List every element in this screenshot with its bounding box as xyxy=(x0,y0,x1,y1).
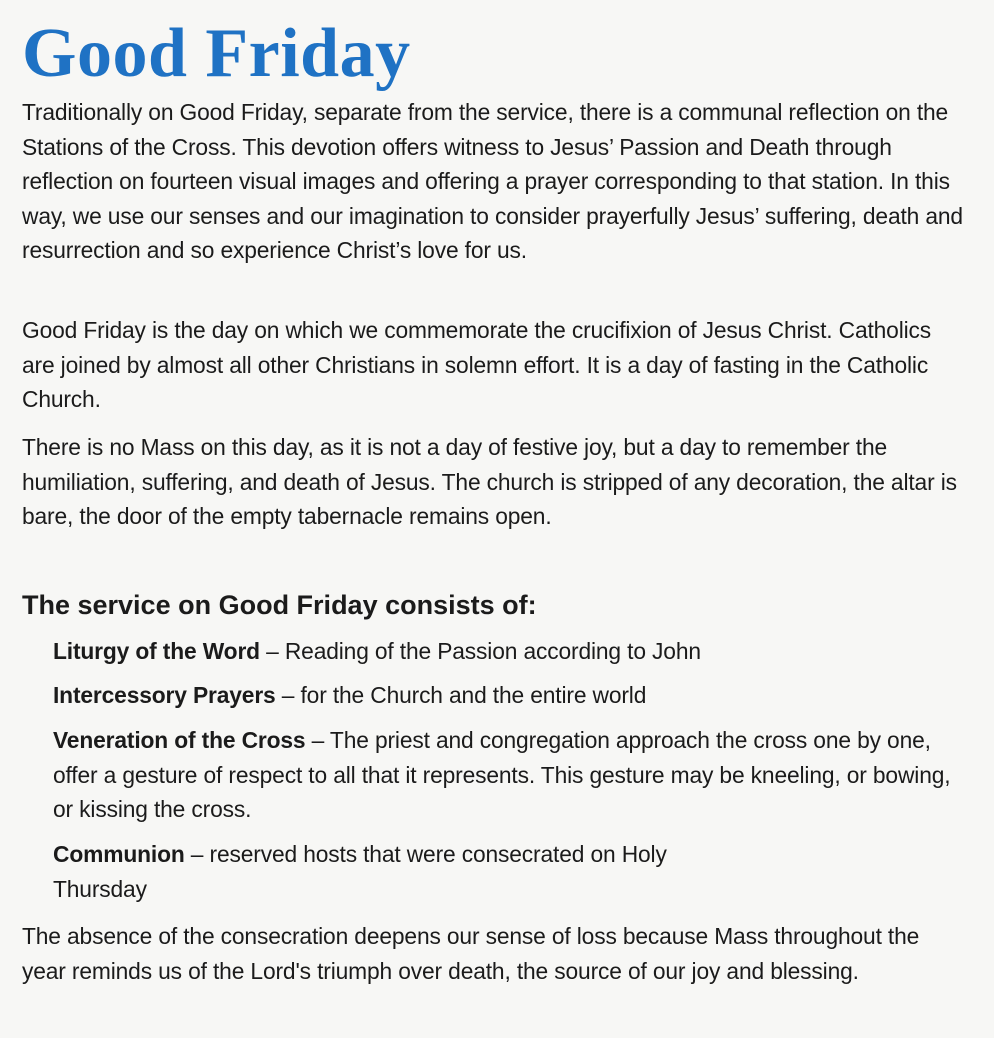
page-title: Good Friday xyxy=(22,15,411,92)
service-item-intercessory-prayers xyxy=(53,678,958,713)
service-item-text: – The priest and congregation approach the cross one by one, offer a gesture of respect to all that it represents. This gesture may be kneeling, or bowing, or kissing the cross. xyxy=(53,727,951,823)
service-heading: The service on Good Friday consists of: xyxy=(22,590,537,620)
paragraph-stations-of-the-cross: Traditionally on Good Friday, separate from the service, there is a communal reflection on the Stations of the Cross. This devotion offers witness to Jesus’ Passion and Death through reflection on fourteen visual images and offering a prayer corresponding to that station. In this way, we use our senses and our imagination to consider prayerfully Jesus’ suffering, death and resurrection and so experience Christ’s love for us. xyxy=(22,99,963,264)
service-item-text: – reserved hosts that were consecrated on Holy Thursday xyxy=(53,841,667,902)
service-item-term: Communion xyxy=(53,841,185,867)
service-item-veneration-of-the-cross xyxy=(53,723,958,827)
service-item-liturgy-of-the-word xyxy=(53,634,958,669)
paragraph-no-mass: There is no Mass on this day, as it is not a day of festive joy, but a day to remember the humiliation, suffering, and death of Jesus. The church is stripped of any decoration, the altar is bare, the door of the empty tabernacle remains open. xyxy=(22,434,957,530)
paragraph-commemoration: Good Friday is the day on which we commemorate the crucifixion of Jesus Christ. Catholics are joined by almost all other Christians in solemn effort. It is a day of fasting in the Catholic Church. xyxy=(22,317,932,413)
service-item-term: Veneration of the Cross xyxy=(53,727,306,753)
paragraph-closing: The absence of the consecration deepens our sense of loss because Mass throughout the year reminds us of the Lord's triumph over death, the source of our joy and blessing. xyxy=(22,923,920,984)
service-item-text: – for the Church and the entire world xyxy=(275,682,647,708)
service-item-term: Liturgy of the Word xyxy=(53,638,260,664)
service-item-communion xyxy=(53,837,743,906)
service-item-term: Intercessory Prayers xyxy=(53,682,276,708)
service-item-text: – Reading of the Passion according to John xyxy=(259,638,701,664)
